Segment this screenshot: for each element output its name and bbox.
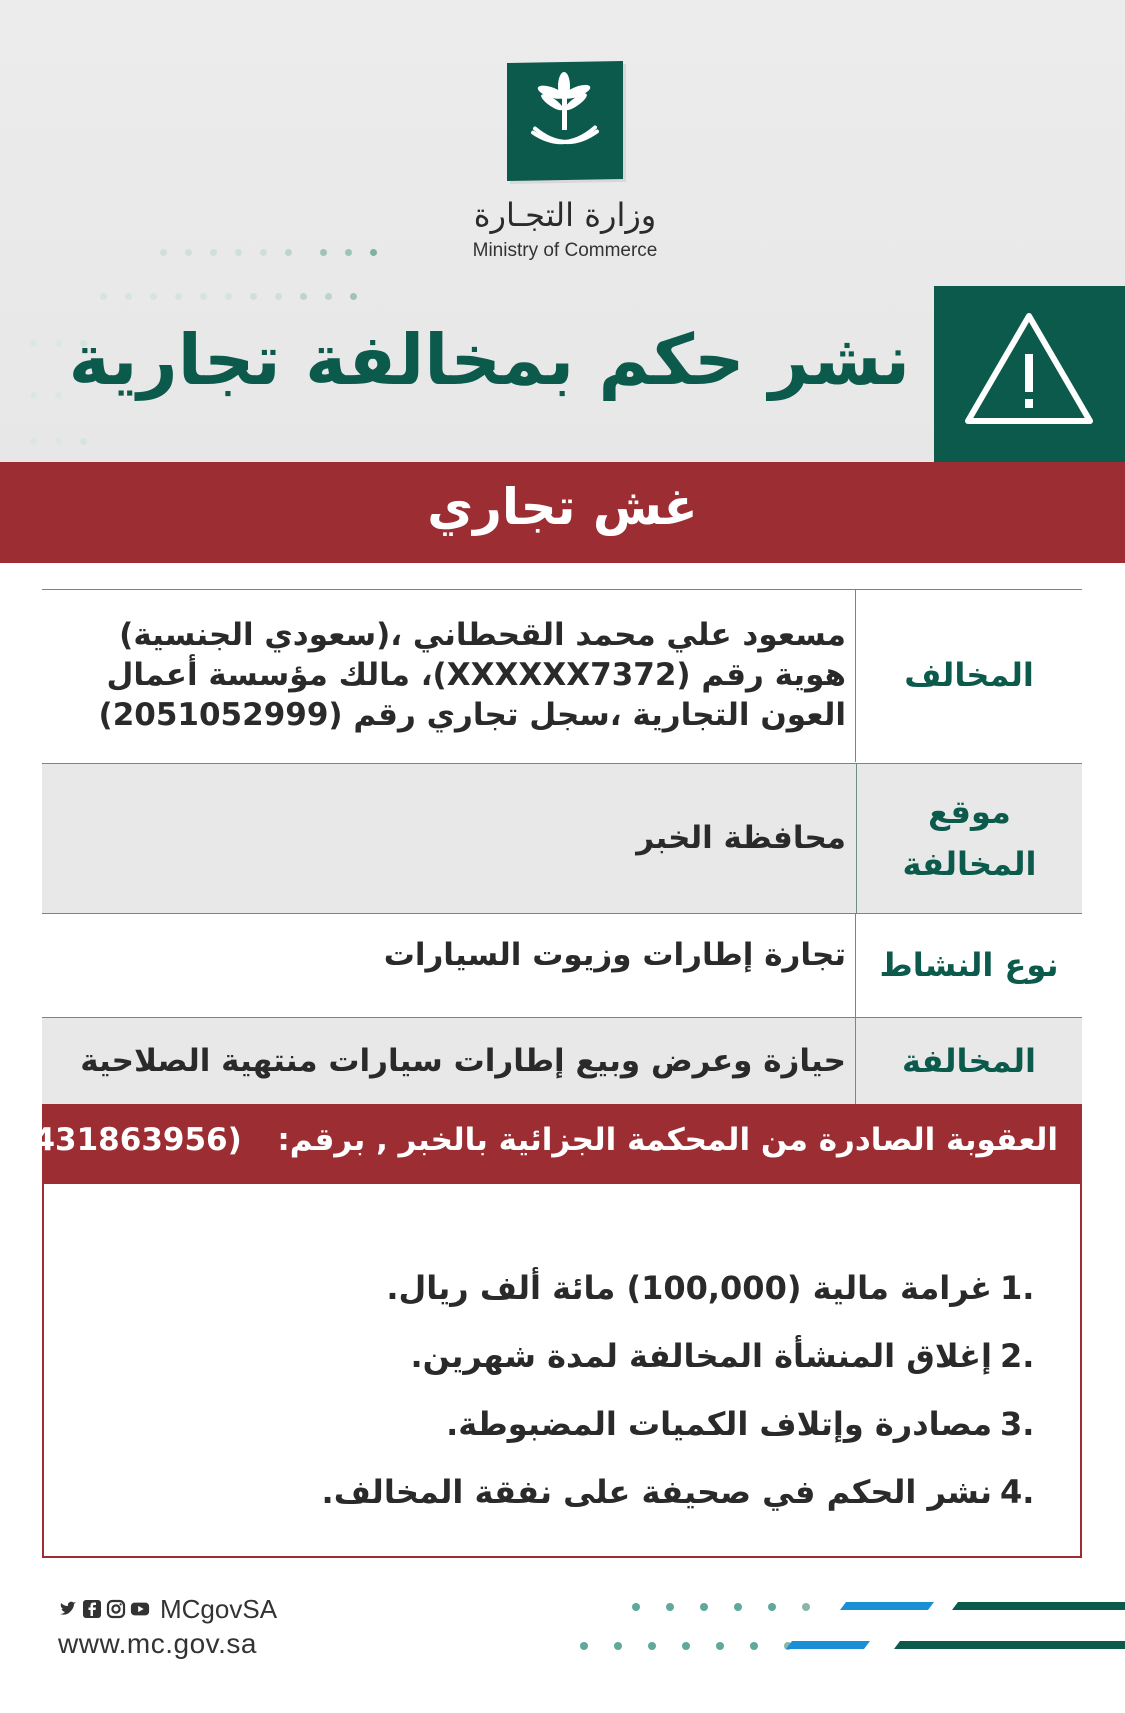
website-link[interactable]: www.mc.gov.sa <box>58 1628 257 1659</box>
penalty-heading-text: العقوبة الصادرة من المحكمة الجزائية بالخبر , برقم: <box>277 1122 1058 1158</box>
twitter-icon[interactable] <box>58 1599 78 1619</box>
social-handle[interactable]: MCgovSA <box>160 1593 278 1624</box>
penalty-header <box>19 1104 1082 1184</box>
penalty-number: 2. <box>1000 1337 1035 1375</box>
penalty-number: 4. <box>1000 1473 1035 1511</box>
penalty-number: 1. <box>1000 1269 1035 1307</box>
detail-value: تجارة إطارات وزيوت السيارات <box>383 937 846 973</box>
penalty-text: نشر الحكم في صحيفة على نفقة المخالف. <box>321 1473 992 1511</box>
penalty-item <box>66 1322 1066 1390</box>
detail-value: محافظة الخبر <box>636 819 846 856</box>
detail-row-violation <box>42 1017 1082 1106</box>
detail-row-activity <box>42 913 1082 1017</box>
detail-label: المخالف <box>855 590 1082 762</box>
youtube-icon[interactable] <box>130 1599 150 1619</box>
instagram-icon[interactable] <box>106 1599 126 1619</box>
palm-swords-emblem-icon <box>507 61 623 181</box>
detail-row-location <box>42 763 1082 913</box>
ministry-name-arabic: وزارة التجـارة <box>473 196 657 234</box>
detail-value: حيازة وعرض وبيع إطارات سيارات منتهية الصلاحية <box>80 1042 846 1079</box>
ministry-name-english: Ministry of Commerce <box>472 240 658 261</box>
penalty-case-number: (431863956) <box>19 1122 242 1158</box>
category-label: غش تجاري <box>427 478 698 536</box>
detail-row-violator <box>42 589 1082 762</box>
footer-decoration <box>570 1592 1125 1662</box>
warning-box <box>934 286 1125 462</box>
penalty-text: مصادرة وإتلاف الكميات المضبوطة. <box>446 1405 992 1443</box>
detail-label: موقع المخالفة <box>856 764 1082 913</box>
detail-label: المخالفة <box>855 1018 1082 1105</box>
category-banner <box>0 462 1125 563</box>
page-title: نشر حكم بمخالفة تجارية <box>68 319 910 401</box>
ministry-logo <box>507 61 623 181</box>
social-links <box>58 1593 278 1624</box>
penalty-item <box>66 1458 1066 1526</box>
penalty-item <box>66 1390 1066 1458</box>
penalty-number: 3. <box>1000 1405 1035 1443</box>
penalty-list <box>66 1254 1066 1526</box>
penalty-item <box>66 1254 1066 1322</box>
penalty-body <box>42 1184 1082 1558</box>
facebook-icon[interactable] <box>82 1599 102 1619</box>
penalty-heading <box>19 1122 1058 1158</box>
penalty-text: غرامة مالية (100,000) مائة ألف ريال. <box>386 1269 992 1307</box>
detail-label: نوع النشاط <box>855 914 1082 1017</box>
penalty-text: إغلاق المنشأة المخالفة لمدة شهرين. <box>410 1337 992 1375</box>
detail-value: مسعود علي محمد القحطاني ،(سعودي الجنسية) هوية رقم (XXXXXX7372)، مالك مؤسسة أعمال العون التجارية ،سجل تجاري رقم (2051052999) <box>98 617 846 733</box>
warning-triangle-icon <box>934 286 1125 462</box>
